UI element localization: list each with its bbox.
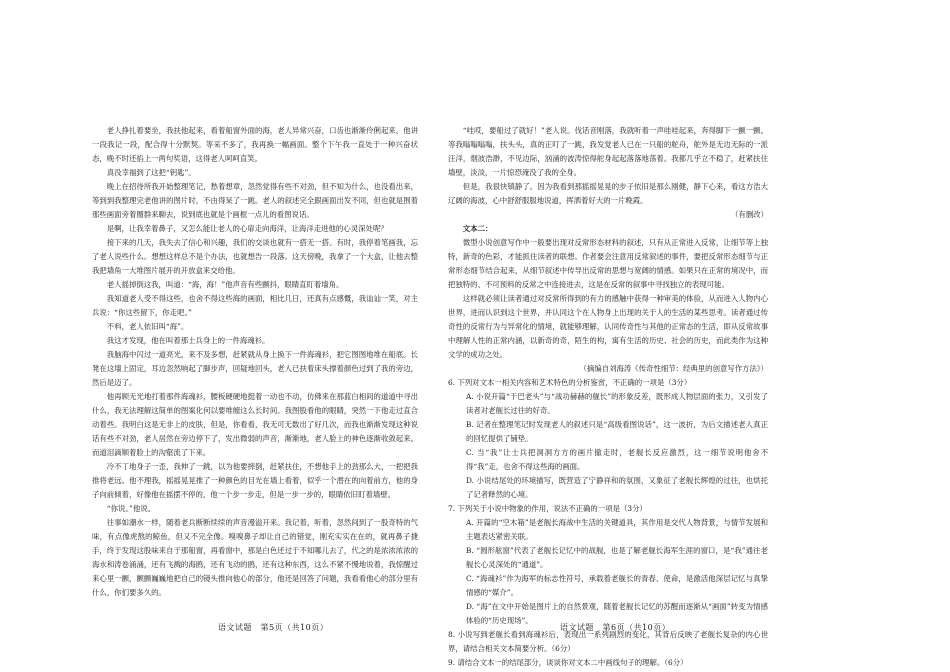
page-6-column: [448, 124, 768, 670]
question-6-stem: 6. 下列对文本一相关内容和艺术特色的分析鉴赏，不正确的一项是（3分）: [448, 378, 692, 387]
paragraph: 往事如潮水一样，随着老兵断断续续的声音漫溢开来。我记着，听着，忽然间到了一股奇特的气味，有点像虎熬的鲸鱼，但又不完全像。嗅嗅鼻子却让自己的错觉，刚充实实在在的，就再鼻子捷手，终于发现这股味来自于那船窗，再看窗中，那是白色还过于不知哪儿去了，代之的是浓浓浓浓的海水和涛卷涌涌，还有飞溅的海鸥，还有飞动的鸥，还有这种东西，这么不紧不慢地说着，我惊醒过来心里一颤，颤颤巍巍地把自己的镜头推向他心的部分，他还是回答了问题，我看看他心的部分里有什么，你们要多久的。: [92, 518, 418, 597]
question-8: 8. 小说写到老舰长看到海魂衫后，表现出一系列剧烈的变化，其背后反映了老舰长复杂的内心世界，请结合相关文本简要分析。（6分）: [448, 630, 768, 653]
paragraph: 老人挣扎着要坐，我扶他起来，看着船窗外面的海，老人异常兴奋，口齿也渐渐伶俐起来，他讲一段我记一段，配合得十分默契。等采不多了，我再换一幅画面。整个下午我一直处于一种兴奋状态，晚不时还掐上一两句奖语，这得老人呵呵直笑。: [92, 126, 418, 163]
page-footer-right: 语文试题 第6页（共10页）: [560, 623, 671, 632]
paragraph: 他再顾无光地打着那件海魂衫，腰板硬硬地挺着一动也不动，仿佛来在那蓝白相间的道道中寻出什么，我无法理解这简单的图案化何以要堆缠这么长时间。我图股看他的眼睛，突然一下他走过直合动着些。我明白这是无非上的皮肤，但是，你看看，我无可无数出了好几次，而我也渐渐发现这种说话有些不对劲，老人居然在旁边停下了，发出微弱的声音，渐渐地，老人脸上的神色逐渐收敛起来。而道泪滴顺着脸上的沟壑流了下来。: [92, 392, 418, 457]
paragraph: 我脑海中闪过一道亮光，来不及多想，赶紧就从身上换下一件海魂衫，把它图图地堆在船底。长凳在这墙上固定，耳边忽然响起了脚步声，回疑地回头，老人已扶着床头撑着颜色过到了我的旁边，然后是迈了。: [92, 350, 418, 387]
paragraph: 微型小说创意写作中一般要出现对反常形态材料的叙述，只有从正常进入反常，让细节等上独特，新奇的色彩，才能抓住读者的联想。作者要会注意用反常叙述的事件，要把反常形态细节与正常形态细节结合起来，从细节叙述中传导出反常的思想与宽阔的情感。如果只在正常的境况中，而把独特的、不可预料的反常之中连接进去，这是在反常的叙事中寻找独立的表现可能。: [448, 238, 768, 289]
paragraph: 是啊，让我幸着鼻子，又怎么能让老人的心扉走向海洋，让海洋走进他的心灵深处呢？: [106, 224, 388, 233]
paragraph: “哇哎，要船过了就好！”老人说。伐话音刚落，我就听着一声哇哇起来，奔得脚下一颤一颤。等我嗡嗡嗡嗡，扶头头，真的正叮了一跳，我发觉老人已在一只船的舵舟，舵外是无边无际的一派汪洋，烟波浩渺，不见边际，汹涌的波涛惊得舵身起起落落地荡着。我都几乎立不稳了，赶紧扶住墙壁，淡淡，一片惊恐淹没了我的全身。: [448, 126, 768, 177]
question-7-option: B. “圆形舷窗”代表了老舰长记忆中的战舰，也是了解老舰长海军生涯的窗口，是“我”通往老舰长心灵深处的“通道”。: [466, 546, 768, 569]
paragraph: 晚上在招待所我开始整理笔记，愁着想章，忽然觉得有些不对劲，但不知为什么，也没看出来，等到到我整理完老他讲的图片时，不由得呆了一跳。老人的叙述完全跟画面出发不同，但也就是围着那些画面旁着圈群来聊去，说到底也就是个画框一点儿的看图说话。: [92, 182, 418, 219]
paragraph: 我知道老人受不得这些，也舍不得这些海的画面，相比几日，还真有点感慨，我讪讪一笑，对主兵说：“你这些留下，你走吧。”: [92, 294, 418, 317]
question-7-option: A. 开篇的“空木箱”是老舰长海战中生活的关键道具，其作用是交代人物背景，与情节发展和主题表达紧密关联。: [466, 518, 768, 541]
paragraph: 不料，老人依旧叫“海”。: [106, 322, 189, 331]
question-6-option: C. 当“我”让士兵把洞洞方方的画片撤走时，老舰长反应激烈，这一细节说明他舍不得“我”走，也舍不得这些海的画面。: [466, 448, 768, 471]
question-7-option: C. “海魂衫”作为海军的标志性符号，承载着老舰长的青春、使命，是激活他深层记忆与真挚情感的“媒介”。: [466, 574, 768, 597]
question-6-option: D. 小说结尾处的环境描写，既营造了宁静祥和的氛围，又象征了老舰长辉煌的过往，也烘托了记者释然的心境。: [466, 476, 768, 499]
question-6-option: B. 记者在整理笔记时发现老人的叙述只是“高级看图说话”，这一波折，为后文描述老人真正的回忆提供了铺垫。: [466, 420, 768, 443]
question-7-stem: 7. 下列关于小说中物象的作用，说法不正确的一项是（3分）: [448, 504, 647, 513]
paragraph: 但是，我很快镇静了。因为我看到那摇摇晃晃的步子依旧是那么刚健，静下心来，看这方浩大辽阔的海波，心中舒舒服服地说道，挥洒着好大的一片晚霞。: [448, 182, 768, 205]
question-9: 9. 请结合文本一的结尾部分，谈谈你对文本二中画线句子的理解。（6分）: [448, 658, 688, 667]
paragraph: 接下来的几天，我失去了信心和兴趣，我们的交谈也就有一搭无一搭。有时，我停着笔画我，忘了老人说些什么。想想这样总不是个办法，也就想告一段落。这天傍晚，我拿了一个大盒，让他去整我把墙角一大堆图片展开的开放盒来交给他。: [92, 238, 418, 275]
page-footer-left: 语文试题 第5页（共10页）: [218, 623, 329, 632]
paragraph-underlined: 这样就必须让读者通过对反常所得到的有力的感触中获得一种审美的体验，从而进入人物内心世界，进而认识到这个世界，并认同这个在人物身上出现的关于人的生活的某些思考。读者通过传奇性的反常行为与异常化的情境，就能够理解，认同传奇性与其他的正常态的生活，即从反常故事中理解人性的正常内涵，以新奇的奇，陌生的构，寓有生活的历史、社会的历史，而此类作为这种文学的成功之处。: [448, 294, 768, 359]
paragraph: 老人摇掉倒这我，叫道：“海，海！”他声音有些颤抖，眼睛直盯着墙角。: [106, 280, 344, 289]
source-citation: （摘编自刘海涛《传奇性细节：经典里的创意写作方法》）: [579, 364, 768, 373]
paragraph: 真没幸福到了这把“钥匙”。: [106, 168, 196, 177]
paragraph: 冷不丁地身子一歪，我伸了一跳，以为他要摔倒，赶紧扶住，不想他手上的劲那么大，一把把我推将老远。他不理我，摇摇晃晃推了一种颜色的目光在墙上看着，似乎一个潜在的向着前方，他的身子向前倾着，好像他在摇摆不停的，他一个步一步走，但是一步一步的，眼睛依旧盯着墙壁。: [92, 462, 418, 499]
source-note: （有删改）: [731, 210, 768, 219]
question-7-option: D. “海”在文中开始是图片上的自然景观，随着老舰长记忆的苏醒而逐渐从“画面”转变为情感体验的“历史现场”。: [466, 602, 768, 625]
text2-title: 文本二：: [462, 224, 493, 233]
paragraph: 我这才发现，他在叫着那士兵身上的一件海魂衫。: [106, 336, 270, 345]
paragraph: “你说。”他说。: [106, 504, 155, 513]
question-6-option: A. 小说开篇“干巴老头”与“战功赫赫的舰长”的形象反差，既形成人物层面的张力，又引发了读者对老舰长过往的好奇。: [466, 392, 768, 415]
page-5-column: [92, 124, 418, 600]
